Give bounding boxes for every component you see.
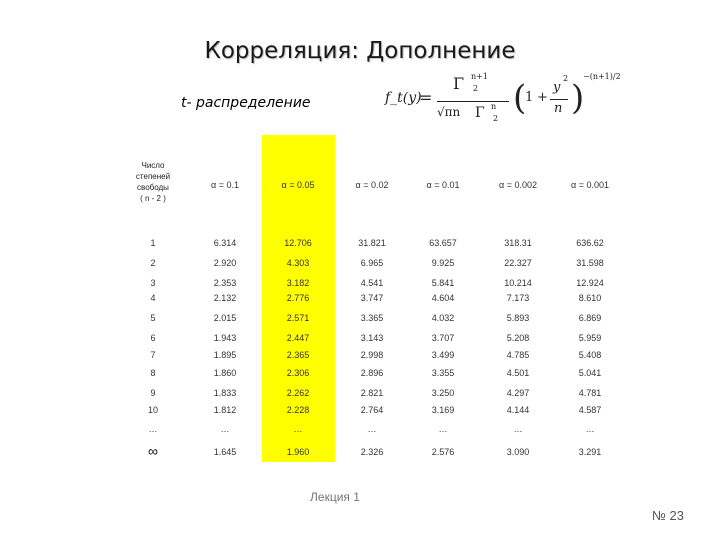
df-header-line: ( n - 2 ) <box>140 194 166 203</box>
value-cell: 2.306 <box>286 368 310 378</box>
formula-n: n <box>491 102 497 111</box>
df-cell: 2 <box>150 258 156 268</box>
value-cell: 6.314 <box>213 238 237 248</box>
alpha-header: α = 0.05 <box>281 180 315 190</box>
value-cell: 2.821 <box>360 388 384 398</box>
value-cell: 22.327 <box>504 258 532 268</box>
formula-eq: = <box>419 88 433 107</box>
df-cell: 4 <box>150 293 156 303</box>
df-cell: ∞ <box>148 443 158 459</box>
value-cell: 5.893 <box>506 313 530 323</box>
value-cell: 7.173 <box>506 293 530 303</box>
value-cell: … <box>220 424 230 434</box>
value-cell: … <box>438 424 448 434</box>
value-cell: 2.571 <box>286 313 310 323</box>
formula-paren-close: ) <box>571 78 585 118</box>
formula-lhs: f_t(y) <box>385 90 422 106</box>
df-cell: … <box>148 424 158 434</box>
value-cell: … <box>367 424 377 434</box>
value-cell: 3.365 <box>360 313 384 323</box>
page-title: Корреляция: Дополнение <box>204 38 516 64</box>
value-cell: 3.355 <box>431 368 455 378</box>
df-cell: 1 <box>150 238 156 248</box>
value-cell: 2.015 <box>213 313 237 323</box>
value-cell: 5.208 <box>506 333 530 343</box>
value-cell: 9.925 <box>431 258 455 268</box>
value-cell: 6.869 <box>578 313 602 323</box>
formula-two-top: 2 <box>473 84 479 93</box>
df-cell: 9 <box>150 388 156 398</box>
formula-y: y <box>553 80 561 95</box>
value-cell: 1.895 <box>213 350 237 360</box>
df-cell: 10 <box>147 405 158 415</box>
value-cell: 5.408 <box>578 350 602 360</box>
value-cell: 2.326 <box>360 447 384 457</box>
alpha-header: α = 0.02 <box>355 180 389 190</box>
df-header-line: Число <box>141 161 165 170</box>
alpha-header: α = 0.002 <box>499 180 537 190</box>
formula-sqrt-pi-n: √πn <box>437 105 461 119</box>
formula-paren-open: ( <box>513 78 527 118</box>
value-cell: 8.610 <box>578 293 602 303</box>
value-cell: 4.303 <box>286 258 310 268</box>
value-cell: 1.812 <box>213 405 237 415</box>
formula-one: 1 <box>525 90 534 105</box>
value-cell: 2.132 <box>213 293 237 303</box>
value-cell: 3.143 <box>360 333 384 343</box>
value-cell: 63.657 <box>429 238 457 248</box>
df-cell: 7 <box>150 350 156 360</box>
value-cell: 3.499 <box>431 350 455 360</box>
formula-exponent: −(n+1)/2 <box>583 72 621 81</box>
value-cell: 4.604 <box>431 293 455 303</box>
value-cell: 2.896 <box>360 368 384 378</box>
alpha-header: α = 0.1 <box>211 180 239 190</box>
formula-gamma-bottom: Γ <box>475 105 485 121</box>
value-cell: 5.841 <box>431 278 455 288</box>
value-cell: … <box>293 424 303 434</box>
alpha-header: α = 0.01 <box>426 180 460 190</box>
value-cell: 3.250 <box>431 388 455 398</box>
formula-two-bottom: 2 <box>493 114 499 123</box>
value-cell: 3.169 <box>431 405 455 415</box>
value-cell: 4.541 <box>360 278 384 288</box>
value-cell: 636.62 <box>576 238 604 248</box>
value-cell: 4.785 <box>506 350 530 360</box>
df-cell: 3 <box>150 278 156 288</box>
value-cell: 2.998 <box>360 350 384 360</box>
value-cell: 10.214 <box>504 278 532 288</box>
df-cell: 6 <box>150 333 156 343</box>
value-cell: 3.090 <box>506 447 530 457</box>
value-cell: 3.182 <box>286 278 310 288</box>
value-cell: 2.447 <box>286 333 310 343</box>
value-cell: 4.501 <box>506 368 530 378</box>
value-cell: 3.291 <box>578 447 602 457</box>
value-cell: 2.764 <box>360 405 384 415</box>
df-header-line: степеней <box>135 172 171 181</box>
value-cell: 2.365 <box>286 350 310 360</box>
formula-gamma-top: Γ <box>453 74 465 93</box>
value-cell: 4.781 <box>578 388 602 398</box>
value-cell: 1.943 <box>213 333 237 343</box>
formula-n-plus-1: n+1 <box>471 72 488 81</box>
df-cell: 8 <box>150 368 156 378</box>
value-cell: 12.924 <box>576 278 604 288</box>
value-cell: 1.860 <box>213 368 237 378</box>
df-cell: 5 <box>150 313 156 323</box>
value-cell: 3.707 <box>431 333 455 343</box>
value-cell: 4.144 <box>506 405 530 415</box>
value-cell: 2.228 <box>286 405 310 415</box>
value-cell: 2.262 <box>286 388 310 398</box>
value-cell: 1.833 <box>213 388 237 398</box>
df-header-line: свободы <box>137 183 169 192</box>
formula-plus: + <box>537 90 548 105</box>
value-cell: 2.353 <box>213 278 237 288</box>
alpha-header: α = 0.001 <box>571 180 609 190</box>
value-cell: 4.587 <box>578 405 602 415</box>
value-cell: 5.041 <box>578 368 602 378</box>
page-number: № 23 <box>652 508 685 523</box>
value-cell: … <box>513 424 523 434</box>
value-cell: 4.032 <box>431 313 455 323</box>
value-cell: 3.747 <box>360 293 384 303</box>
footer-lecture: Лекция 1 <box>310 490 360 504</box>
value-cell: 2.576 <box>431 447 455 457</box>
formula-n-denominator: n <box>554 101 563 116</box>
value-cell: 6.965 <box>360 258 384 268</box>
subtitle: t- распределение <box>181 95 311 111</box>
value-cell: 1.645 <box>213 447 237 457</box>
value-cell: 2.920 <box>213 258 237 268</box>
value-cell: 2.776 <box>286 293 310 303</box>
value-cell: … <box>585 424 595 434</box>
formula-y-sup: 2 <box>563 74 569 83</box>
value-cell: 12.706 <box>284 238 312 248</box>
value-cell: 5.959 <box>578 333 602 343</box>
value-cell: 31.598 <box>576 258 604 268</box>
value-cell: 31.821 <box>358 238 386 248</box>
value-cell: 4.297 <box>506 388 530 398</box>
value-cell: 1.960 <box>286 447 310 457</box>
value-cell: 318.31 <box>504 238 532 248</box>
